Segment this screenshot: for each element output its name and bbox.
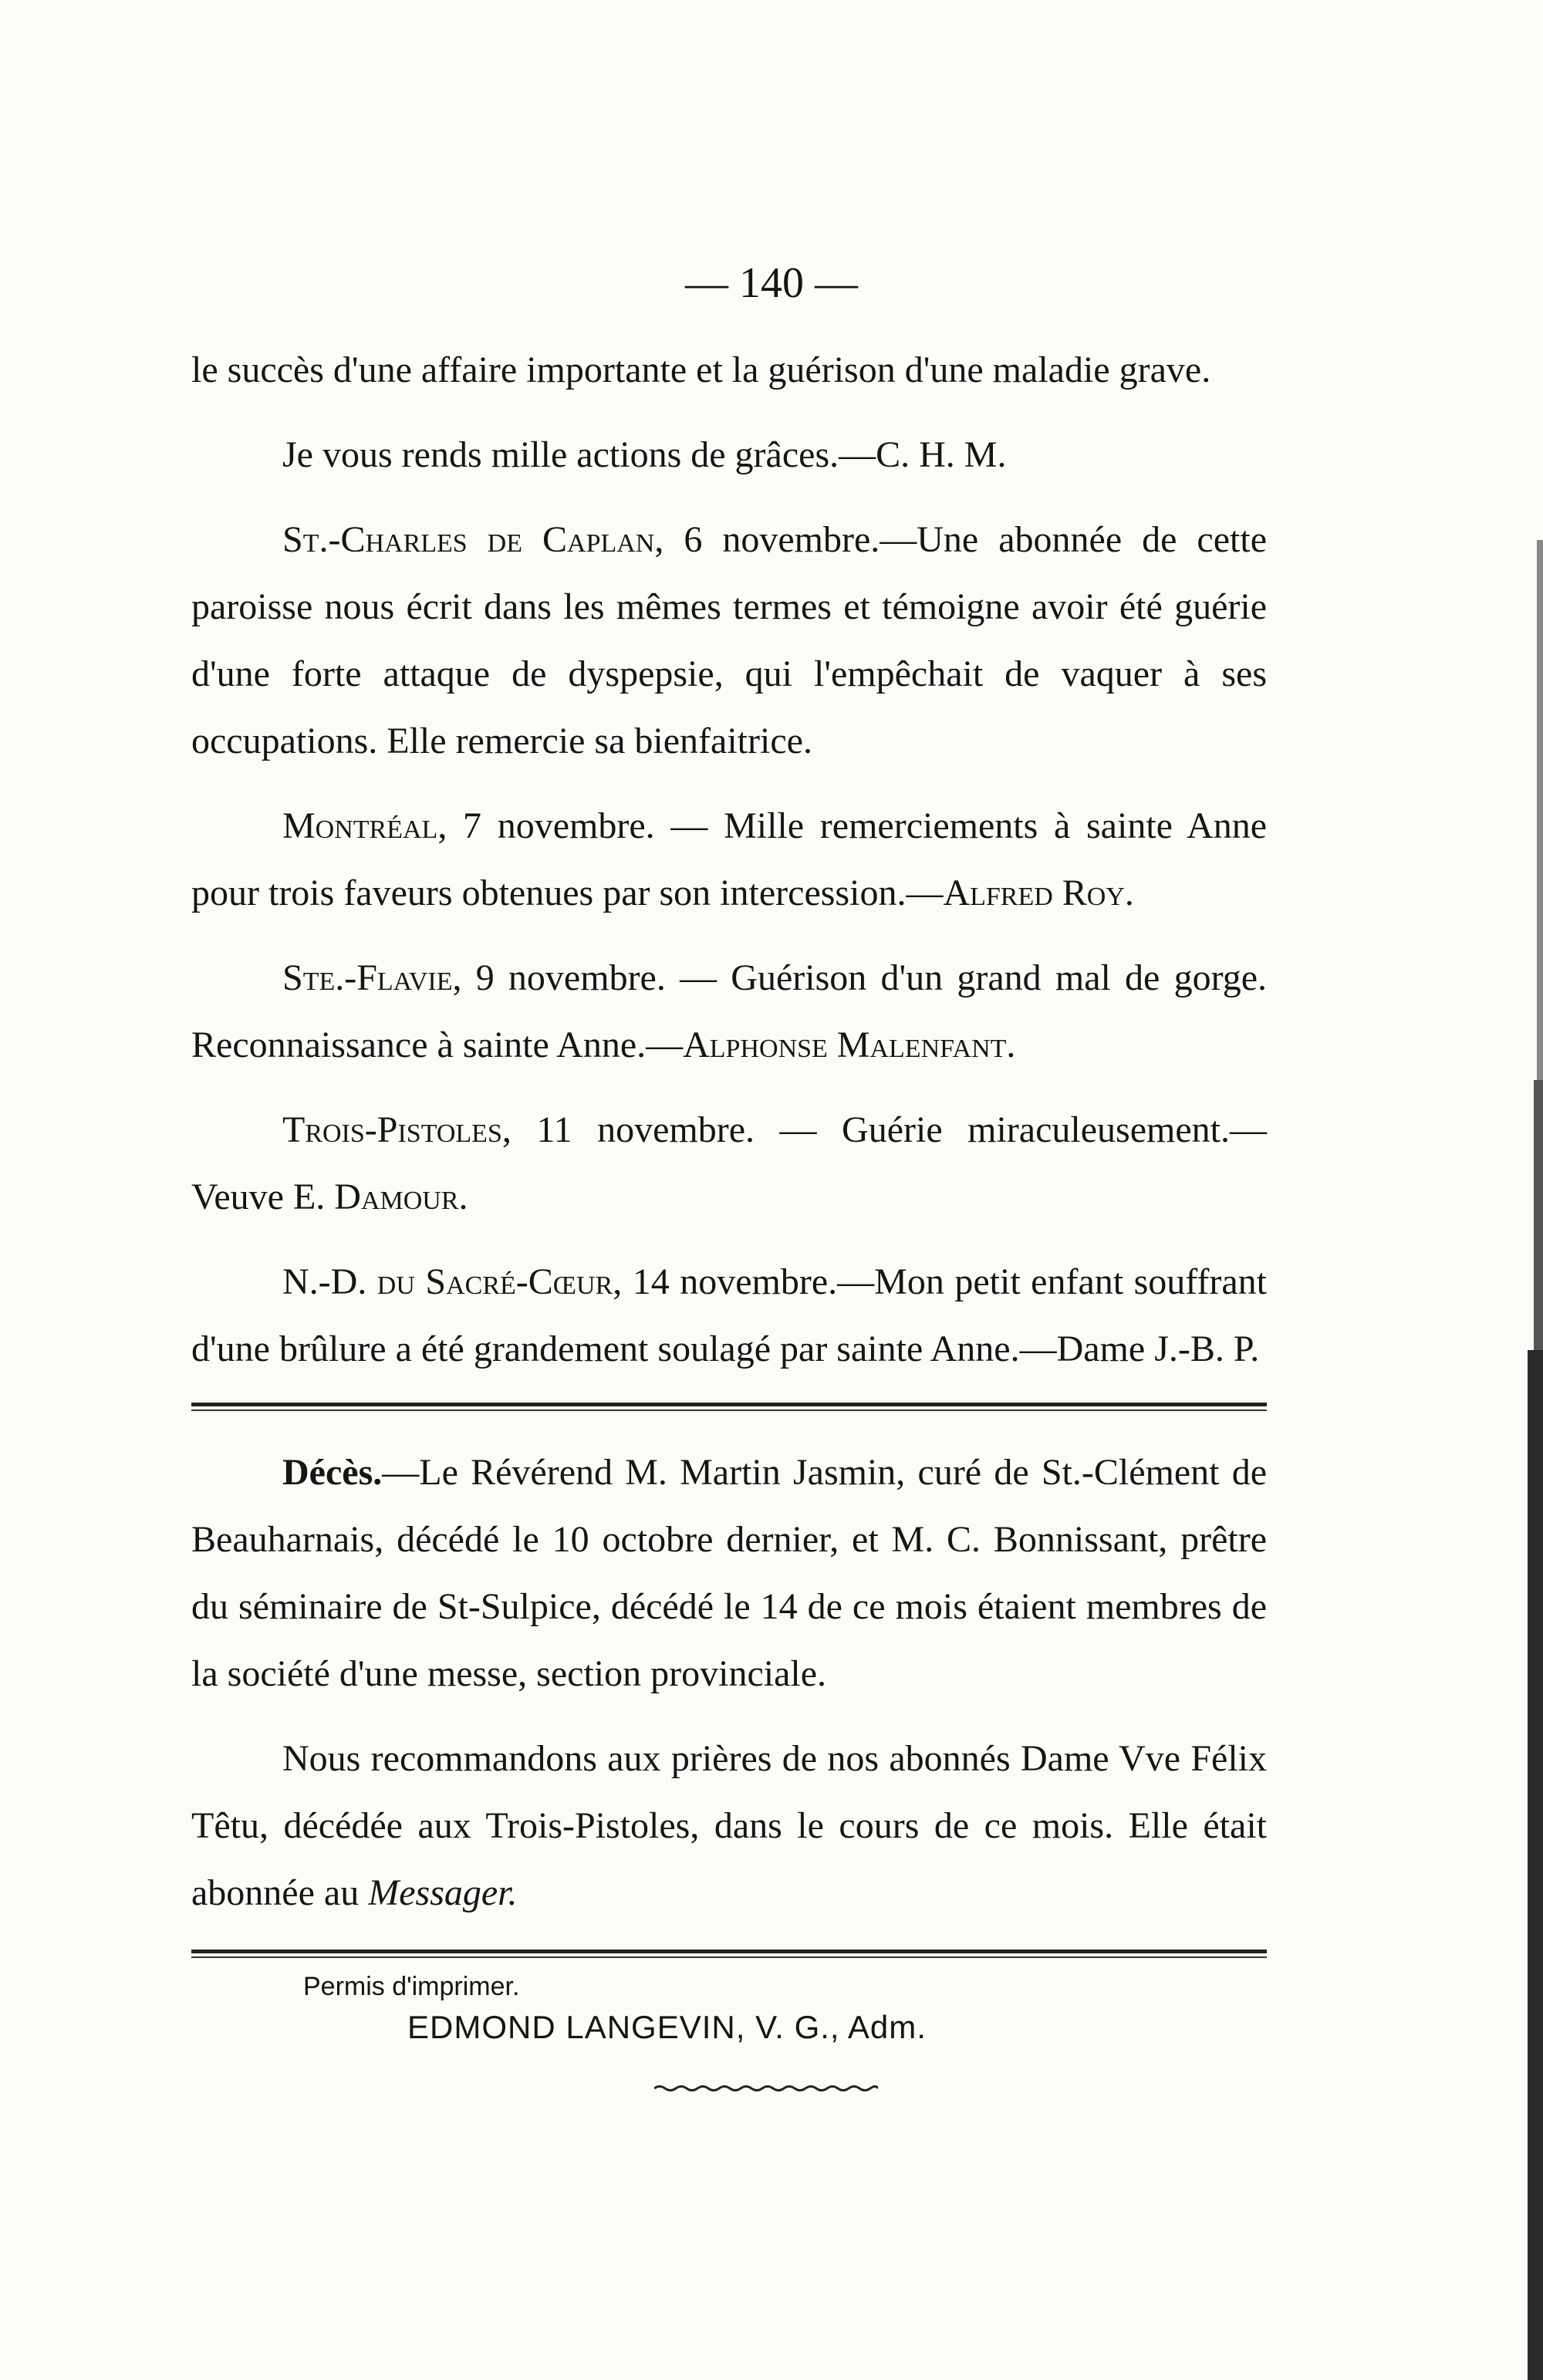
signer-name: Damour. [334,1176,468,1217]
paragraph-text: 11 novembre. — Guérie miraculeusement.—Veuve E. [191,1109,1267,1217]
paragraph-thanks: Je vous rends mille actions de grâces.—C. H. M. [282,434,1007,475]
paragraph-deces [191,1439,1267,1707]
paragraph-continuation: le succès d'une affaire importante et la guérison d'une maladie grave. [191,349,1211,390]
paragraph-text: 6 novembre.—Une abonnée de cette paroisse nous écrit dans les mêmes termes et témoigne avoir été guérie d'une forte attaque de dyspepsie, qui l'empêchait de vaquer à ses occupations. Elle remercie sa bienfaitrice. [191,519,1268,761]
section-heading: Décès. [282,1452,383,1493]
place-name: N.-D. du Sacré-Cœur, [282,1261,623,1302]
place-name: St.-Charles de Caplan, [282,519,664,560]
paragraph-flavie [191,944,1267,1079]
paragraph-recommandation [191,1725,1267,1926]
imprimatur-label: Permis d'imprimer. [303,1972,520,2001]
binding-edge [1511,0,1543,2380]
place-name: Trois-Pistoles, [282,1109,512,1150]
paragraph-text: 9 novembre. — Guérison d'un grand mal de gorge. Reconnaissance à sainte Anne.— [191,957,1267,1065]
signer-name: Alphonse Malenfant. [683,1025,1016,1065]
paragraph-text: Nous recommandons aux prières de nos abonnés Dame Vve Félix Têtu, décédée aux Trois-Pistoles, dans le cours de ce mois. Elle était abonnée au [191,1738,1267,1913]
paragraph-text: 14 novembre.—Mon petit enfant souffrant d'une brûlure a été grandement soulagé par sainte Anne.—Dame J.-B. P. [191,1261,1267,1369]
paragraph-caplan [191,506,1267,775]
place-name: Montréal, [282,805,447,846]
publication-title: Messager. [368,1872,518,1913]
paragraph-text: —Le Révérend M. Martin Jasmin, curé de St.-Clément de Beauharnais, décédé le 10 octobre dernier, et M. C. Bonnissant, prêtre du séminaire de St-Sulpice, décédé le 14 de ce mois étaient membres de la société d'une messe, section provinciale. [191,1452,1267,1694]
section-divider [191,1950,1267,1958]
end-ornament [654,2085,878,2092]
paragraph-sacre-coeur [191,1248,1267,1382]
paragraph-text: 7 novembre. — Mille remerciements à sainte Anne pour trois faveurs obtenues par son intercession.— [191,805,1267,913]
imprimatur-signature: EDMOND LANGEVIN, V. G., Adm. [407,2009,927,2045]
signer-name: Alfred Roy. [943,873,1134,913]
text-column [191,336,1267,2096]
paragraph-montreal [191,792,1267,927]
place-name: Ste.-Flavie, [282,957,462,998]
section-divider [191,1403,1267,1411]
page-number: — 140 — [685,259,858,307]
paragraph-trois-pistoles [191,1096,1267,1231]
